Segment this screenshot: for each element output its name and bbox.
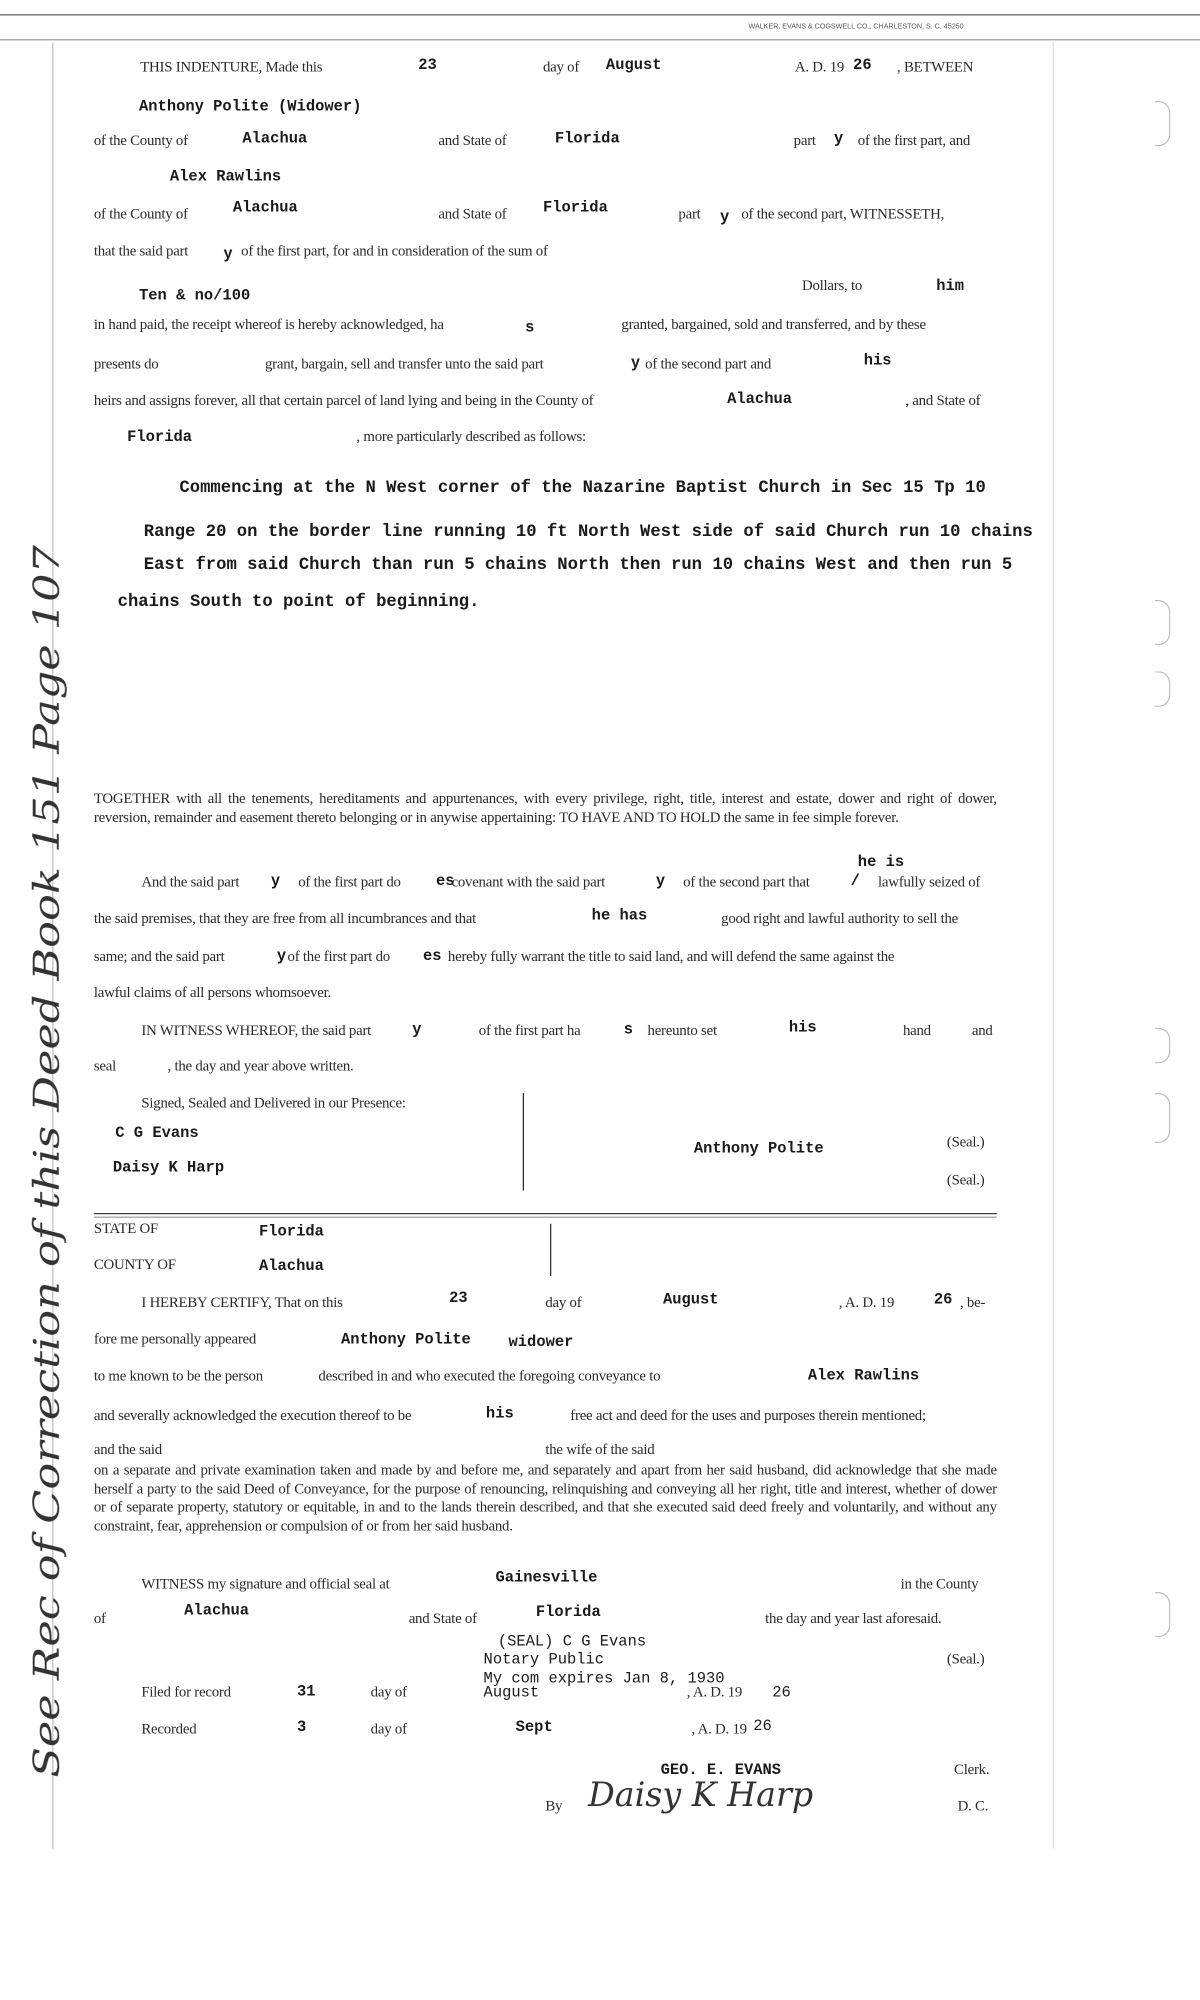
day-of-label: day of (370, 1683, 407, 1701)
cert-text: day of (545, 1293, 582, 1311)
right-margin-line (1053, 43, 1054, 1849)
cert-state: Florida (535, 1602, 601, 1621)
witness-text: IN WITNESS WHEREOF, the said part (141, 1021, 372, 1039)
part-label: part (678, 205, 701, 223)
first-part-label: of the first part, and (857, 131, 971, 149)
state-of-label: , and State of (905, 392, 981, 409)
cert-text: free act and deed for the uses and purposes therein mentioned; (570, 1406, 926, 1424)
part-suffix: y (834, 129, 844, 148)
cert-text: , be- (959, 1293, 986, 1311)
granted-label: granted, bargained, sold and transferred, and by these (621, 316, 926, 333)
covenant-text: the said premises, that they are free from all incumbrances and that (93, 910, 477, 927)
by-label: By (545, 1797, 563, 1815)
cert-pronoun: his (485, 1404, 514, 1423)
witness-text: hereunto set (647, 1021, 717, 1039)
covenant-he-has: he has (591, 906, 648, 925)
section-divider (94, 1217, 997, 1218)
part-suffix: y (276, 946, 287, 965)
grantor-name: Anthony Polite (Widower) (139, 97, 362, 116)
clerk-name: GEO. E. EVANS (660, 1760, 782, 1779)
deputy-clerk-signature: Daisy K Harp (588, 1775, 814, 1815)
day-of-label: day of (542, 58, 580, 75)
punch-hole-mark (1155, 1093, 1170, 1143)
does-suffix: es (436, 872, 455, 890)
ad-label: , A. D. 19 (691, 1720, 747, 1738)
cert-text: of (93, 1609, 106, 1627)
notary-commission: My com expires Jan 8, 1930 (483, 1669, 725, 1688)
has-suffix: s (623, 1020, 634, 1039)
cert-day: 23 (449, 1289, 468, 1307)
cert-month: August (662, 1290, 719, 1309)
has-suffix: s (525, 318, 535, 337)
receipt-label: in hand paid, the receipt whereof is hereby acknowledged, ha (93, 316, 444, 333)
witness-name: Daisy K Harp (112, 1158, 225, 1177)
part-suffix: y (719, 207, 730, 226)
indenture-month: August (605, 55, 662, 74)
grantee-state: Florida (542, 198, 608, 217)
recorded-day: 3 (297, 1717, 307, 1736)
covenant-text: of the second part that (683, 873, 810, 890)
grantee-county: Alachua (232, 198, 298, 217)
recorded-year: 26 (753, 1716, 772, 1735)
second-part-and-label: of the second part and (645, 355, 772, 372)
grantor-state: Florida (554, 129, 620, 148)
legal-description-line: Range 20 on the border line running 10 ft North West side of said Church run 10 chains (143, 522, 1033, 542)
consideration-amount: Ten & no/100 (139, 286, 251, 305)
legal-description-line: Commencing at the N West corner of the Nazarine Baptist Church in Sec 15 Tp 10 (179, 478, 986, 498)
signed-sealed-label: Signed, Sealed and Delivered in our Presence: (141, 1094, 406, 1111)
cert-text: fore me personally appeared (93, 1330, 257, 1348)
day-of-label: day of (370, 1720, 407, 1738)
county-label: of the County of (93, 131, 188, 149)
covenant-text: lawfully seized of (878, 873, 981, 890)
dollars-to-label: Dollars, to (801, 276, 863, 294)
punch-hole-mark (1155, 1592, 1170, 1637)
top-rule (0, 14, 1200, 15)
punch-hole-mark (1155, 1028, 1170, 1064)
cert-text: the day and year last aforesaid. (765, 1609, 942, 1627)
recorded-month: Sept (515, 1717, 553, 1736)
grant-label: grant, bargain, sell and transfer unto the said part (264, 355, 544, 372)
legal-description-line: chains South to point of beginning. (117, 592, 480, 612)
filed-day: 31 (297, 1682, 316, 1701)
heirs-label: heirs and assigns forever, all that certain parcel of land lying and being in the County of (93, 392, 594, 409)
covenant-text: covenant with the said part (451, 873, 606, 890)
ad-label: A. D. 19 (794, 58, 845, 75)
cert-text: and the said (93, 1441, 162, 1458)
venue-brace (550, 1224, 551, 1276)
punch-hole-mark (1155, 101, 1170, 146)
indenture-day: 23 (418, 55, 437, 74)
cert-text: in the County (900, 1575, 979, 1593)
county-label: of the County of (93, 205, 188, 223)
together-clause: TOGETHER with all the tenements, hereditaments and appurtenances, with every privilege, right, title, interest and estate, dower and right of dower, reversion, remainder and easement thereto belonging or in anywise appertaining: TO HAVE AND TO HOLD the same in fee simple forever. (93, 790, 997, 826)
punch-hole-mark (1155, 671, 1170, 707)
punch-hole-mark (1155, 600, 1170, 645)
state-label: and State of (438, 131, 507, 149)
does-suffix: es (422, 946, 442, 965)
header-rule (0, 39, 1200, 40)
margin-correction-note: See Rec of Correction of this Deed Book 151 Page 107 (26, 545, 69, 1778)
part-suffix: y (270, 872, 281, 890)
heirs-pronoun: his (863, 351, 892, 370)
recorded-label: Recorded (141, 1720, 197, 1738)
paid-to: him (936, 276, 965, 295)
cert-county: Alachua (259, 1257, 324, 1275)
county-of-label: COUNTY OF (93, 1255, 176, 1273)
state-of-label: STATE OF (93, 1220, 159, 1237)
cert-text: and severally acknowledged the execution thereof to be (93, 1406, 412, 1424)
cert-text-struck: the wife of the said (545, 1441, 655, 1458)
witness-text: , the day and year above written. (167, 1057, 354, 1075)
seal-label: (Seal.) (946, 1171, 985, 1189)
clerk-label: Clerk. (954, 1760, 990, 1778)
covenant-text: And the said part (141, 873, 240, 890)
between-label: , BETWEEN (897, 58, 974, 75)
cert-marital-status: widower (508, 1333, 574, 1351)
section-divider (94, 1213, 997, 1214)
indenture-year: 26 (853, 55, 872, 74)
grantor-county: Alachua (242, 129, 308, 148)
covenant-text: of the first part do (298, 873, 401, 890)
second-part-label: of the second part, WITNESSETH, (741, 205, 945, 223)
seal-label: (Seal.) (946, 1133, 985, 1151)
filed-month: August (483, 1683, 540, 1702)
covenant-text: lawful claims of all persons whomsoever. (93, 983, 331, 1001)
described-label: , more particularly described as follows: (356, 427, 586, 445)
covenant-text: hereby fully warrant the title to said land, and will defend the same against the (447, 948, 895, 965)
witness-text: of the first part ha (478, 1021, 581, 1039)
examination-clause: on a separate and private examination taken and made by and before me, and separately and apart from her said husband, did acknowledge that she made herself a party to the said Deed of Conveyance, for the purpose of renouncing, relinquishing and conveying all her right, title and interest, whether of dower or of separate property, statutory or equitable, in and to the lands therein described, and that she executed said deed freely and voluntarily, and without any constraint, fear, apprehension or compulsion of or from her said husband. (93, 1461, 997, 1534)
grantee-name: Alex Rawlins (169, 167, 282, 186)
witness-text: and (971, 1021, 993, 1039)
indenture-label: THIS INDENTURE, Made this (140, 58, 323, 75)
presents-label: presents do (93, 355, 159, 372)
part-suffix: y (630, 354, 641, 372)
cert-text: and State of (408, 1609, 477, 1627)
seal-label: (Seal.) (946, 1650, 985, 1667)
printer-imprint: WALKER, EVANS & COGSWELL CO., CHARLESTON, S. C. 45250 (748, 23, 964, 31)
state-label: and State of (438, 205, 507, 223)
notary-name: (SEAL) C G Evans (497, 1632, 647, 1651)
cert-appeared-name: Anthony Polite (340, 1330, 471, 1349)
witness-pronoun: his (788, 1018, 817, 1037)
filed-year: 26 (772, 1683, 791, 1702)
witness-brace (523, 1093, 524, 1190)
witness-text: seal (93, 1057, 117, 1075)
part-suffix: y (655, 872, 666, 890)
cert-state: Florida (259, 1222, 324, 1241)
witness-text: hand (902, 1021, 931, 1039)
filed-label: Filed for record (141, 1683, 231, 1701)
cert-text: , A. D. 19 (838, 1293, 895, 1311)
legal-description-line: East from said Church than run 5 chains North then run 10 chains West and then run 5 (143, 556, 1013, 576)
land-county: Alachua (727, 389, 792, 408)
dc-label: D. C. (957, 1797, 989, 1815)
cert-grantee: Alex Rawlins (807, 1366, 920, 1385)
cert-text: WITNESS my signature and official seal at (141, 1575, 390, 1593)
cert-city: Gainesville (495, 1568, 598, 1587)
cert-text: to me known to be the person (93, 1367, 263, 1385)
cert-text: described in and who executed the foregoing conveyance to (318, 1367, 661, 1385)
ad-label: , A. D. 19 (686, 1683, 743, 1701)
covenant-text: of the first part do (287, 948, 391, 965)
covenant-text: same; and the said part (93, 948, 225, 965)
said-part-label: that the said part (93, 242, 189, 260)
grantor-signature: Anthony Polite (693, 1139, 824, 1158)
cert-county: Alachua (184, 1601, 250, 1620)
covenant-he-is: he is (857, 853, 905, 871)
part-suffix: y (223, 244, 233, 263)
consideration-label: of the first part, for and in consideration of the sum of (241, 242, 548, 260)
part-suffix: y (412, 1020, 422, 1039)
land-state: Florida (127, 427, 193, 446)
insertion-mark: / (850, 872, 860, 890)
cert-year: 26 (933, 1290, 953, 1309)
cert-text: I HEREBY CERTIFY, That on this (141, 1293, 343, 1311)
part-label: part (793, 131, 816, 149)
covenant-text: good right and lawful authority to sell the (721, 910, 959, 927)
witness-name: C G Evans (115, 1123, 199, 1142)
notary-title: Notary Public (483, 1650, 605, 1669)
